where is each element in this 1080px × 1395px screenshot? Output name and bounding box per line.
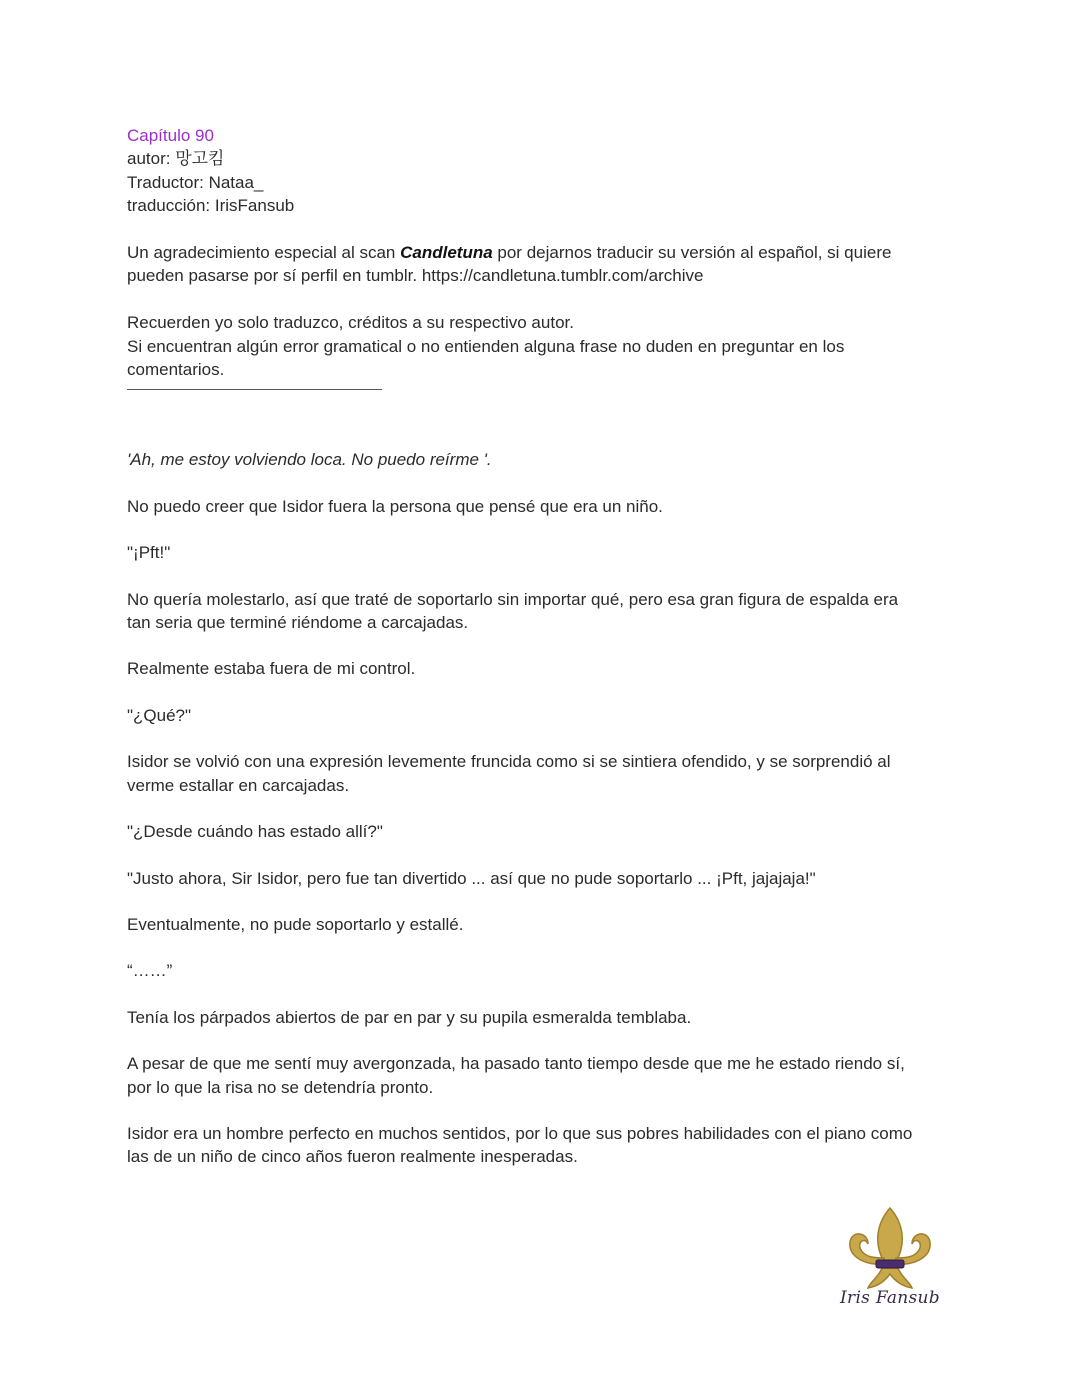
thanks-prefix: Un agradecimiento especial al scan	[127, 243, 401, 263]
story-paragraph	[127, 588, 957, 635]
notice-paragraph	[127, 311, 957, 381]
story-paragraph	[127, 1122, 957, 1169]
story-line: "Justo ahora, Sir Isidor, pero fue tan divertido ... así que no pude soportarlo ... ¡Pft, jajajaja!"	[127, 868, 816, 888]
translator-line: Traductor: Nataa_	[127, 172, 264, 192]
story-line: "¿Desde cuándo has estado allí?"	[127, 822, 383, 842]
thanks-line-1	[127, 241, 957, 264]
story-line: No puedo creer que Isidor fuera la persona que pensé que era un niño.	[127, 496, 663, 516]
document-body	[127, 124, 957, 1192]
translation-line: traducción: IrisFansub	[127, 196, 295, 216]
story-line: las de un niño de cinco años fueron realmente inesperadas.	[127, 1147, 578, 1167]
chapter-title: Capítulo 90	[127, 126, 214, 145]
fleur-de-lis-icon	[838, 1202, 942, 1294]
spacer	[127, 390, 957, 448]
story-paragraph	[127, 541, 957, 564]
story-line: "¡Pft!"	[127, 543, 171, 563]
iris-fansub-watermark	[838, 1202, 948, 1320]
watermark-label: Iris Fansub	[840, 1288, 940, 1308]
story-line: Isidor era un hombre perfecto en muchos sentidos, por lo que sus pobres habilidades con el piano como	[127, 1123, 913, 1143]
story-paragraph	[127, 1006, 957, 1029]
story-paragraph	[127, 913, 957, 936]
scan-name: Candletuna	[400, 243, 493, 263]
thanks-line-2: pueden pasarse por sí perfil en tumblr. https://candletuna.tumblr.com/archive	[127, 266, 704, 286]
story-paragraph	[127, 867, 957, 890]
story-paragraph	[127, 750, 957, 797]
story-line: 'Ah, me estoy volviendo loca. No puedo reírme '.	[127, 450, 492, 470]
notice-line-3: comentarios.	[127, 360, 225, 380]
story-line: verme estallar en carcajadas.	[127, 775, 350, 795]
story-paragraph	[127, 820, 957, 843]
story-paragraph	[127, 448, 957, 471]
chapter-header	[127, 124, 957, 218]
story-paragraph	[127, 1052, 957, 1099]
story-line: por lo que la risa no se detendría pronto.	[127, 1077, 434, 1097]
story-paragraph	[127, 657, 957, 680]
story-line: tan seria que terminé riéndome a carcajadas.	[127, 613, 469, 633]
story-line: A pesar de que me sentí muy avergonzada, ha pasado tanto tiempo desde que me he estado riendo sí,	[127, 1054, 905, 1074]
story-text	[127, 448, 957, 1168]
story-line: Tenía los párpados abiertos de par en par y su pupila esmeralda temblaba.	[127, 1007, 692, 1027]
thanks-paragraph	[127, 241, 957, 288]
notice-line-1: Recuerden yo solo traduzco, créditos a su respectivo autor.	[127, 313, 574, 333]
story-line: Realmente estaba fuera de mi control.	[127, 659, 416, 679]
story-line: No quería molestarlo, así que traté de soportarlo sin importar qué, pero esa gran figura de espalda era	[127, 589, 899, 609]
thanks-suffix: por dejarnos traducir su versión al español, si quiere	[492, 243, 892, 263]
story-line: Eventualmente, no pude soportarlo y estallé.	[127, 914, 464, 934]
story-paragraph	[127, 704, 957, 727]
story-line: Isidor se volvió con una expresión levemente fruncida como si se sintiera ofendido, y se sorprendió al	[127, 752, 891, 772]
story-line: “……”	[127, 961, 173, 981]
story-paragraph	[127, 495, 957, 518]
story-line: "¿Qué?"	[127, 705, 192, 725]
author-line: autor: 망고킴	[127, 149, 225, 169]
notice-line-2: Si encuentran algún error gramatical o no entienden alguna frase no duden en preguntar en los	[127, 336, 845, 356]
story-paragraph	[127, 959, 957, 982]
